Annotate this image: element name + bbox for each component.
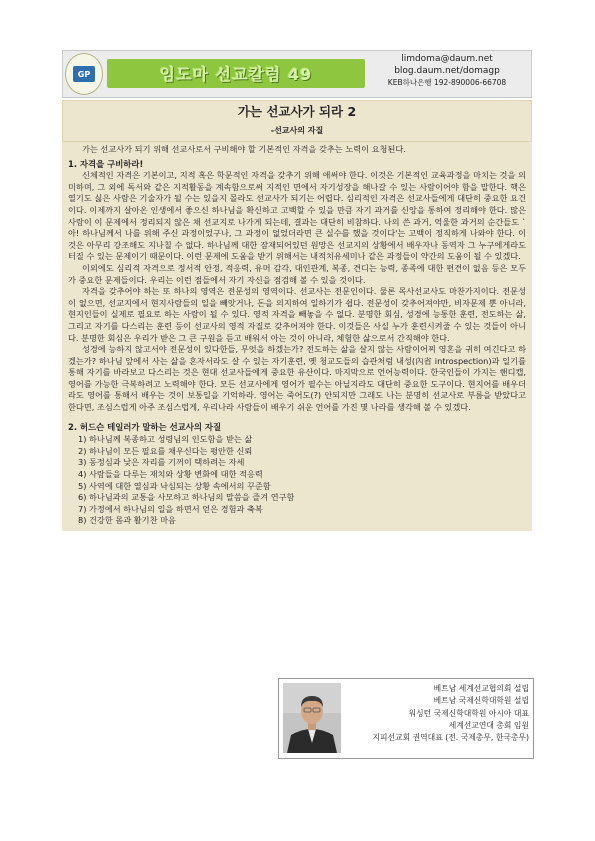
- qualities-list: [68, 434, 526, 527]
- author-photo: [283, 683, 341, 753]
- column-title: 임도마 선교칼럼 49: [159, 65, 313, 84]
- intro-paragraph: 가는 선교사가 되기 위해 선교사로서 구비해야 할 기본적인 자격을 갖추는 노력이 요청된다.: [82, 144, 406, 154]
- author-profile: [278, 678, 534, 759]
- list-item: 2) 하나님이 모든 필요를 채우신다는 평안한 신뢰: [78, 445, 253, 456]
- credential-line: 워싱턴 국제신학대학원 아시아 대표: [408, 708, 529, 718]
- blog-url: blog.daum.net/domagp: [394, 66, 500, 76]
- page: [62, 50, 532, 531]
- section1-paragraph: 성경에 능하지 않고서야 전문성이 있다한들, 무엇을 하겠는가? 전도하는 삶을 살지 않는 사람이어찌 영혼을 귀히 여긴다고 하겠는가? 하나님 앞에서 사는 삶을 혼자서라도 살 수 있는 자기훈련, 옛 청교도들의 습관처럼 내성(內省 introspection)과 일기를 통해 자기를 바라보고 다스리는 것은 현대 선교사들에게 중요한 유산이다. 마지막으로 언어능력이다. 한국인들이 가지는 핸디캡, 영어를 가능한 극복하려고 노력해야 한다. 모든 선교사에게 영어가 필수는 아닐지라도 대단히 중요한 도구이다. 현지어를 배우더라도 영어를 통해서 배우는 것이 보통일을 기억하라. 영어는 죽어도(?) 안되지만 그래도 나는 분명히 선교사로 부름을 받았다고 한다면, 조심스럽게 아주 조심스럽게, 우리나라 사람들이 배우기 쉬운 언어를 가진 몇 나라를 생각해 볼 수 있겠다.: [68, 344, 526, 413]
- logo-text: GP: [77, 69, 91, 79]
- email: limdoma@daum.net: [401, 54, 493, 64]
- contact-info: [367, 53, 527, 89]
- section2-heading: 2. 허드슨 테일러가 말하는 선교사의 자질: [68, 421, 222, 432]
- list-item: 4) 사람들을 다루는 재치와 상황 변화에 대한 적응력: [78, 469, 263, 480]
- article-title: 가는 선교사가 되라 2: [237, 104, 357, 119]
- gp-logo-mark: [73, 66, 95, 82]
- bank-account: KEB하나은행 192-890006-66708: [387, 78, 507, 87]
- article-subtitle: -선교사의 자질: [270, 126, 324, 135]
- list-item: 3) 동정심과 낮은 자리를 기꺼이 택하려는 자세: [78, 457, 245, 468]
- author-credentials: [345, 683, 529, 744]
- section1-heading: 1. 자격을 구비하라!: [68, 158, 144, 169]
- list-item: 6) 하나님과의 교통을 사모하고 하나님의 말씀을 즐겨 연구함: [78, 492, 295, 503]
- credential-line: 베트남 국제신학대학원 설립: [433, 696, 529, 706]
- list-item: 8) 건강한 몸과 활기찬 마음: [78, 515, 176, 526]
- list-item: 1) 하나님께 복종하고 성령님의 인도함을 받는 삶: [78, 434, 253, 445]
- column-header: [62, 50, 532, 98]
- list-item: 7) 가정에서 하나님의 일을 하면서 얻은 경험과 축복: [78, 503, 263, 514]
- section1-paragraph: 신체적인 자격은 기본이고, 지적 혹은 학문적인 자격을 갖추기 위해 애써야 한다. 이것은 기본적인 교육과정을 마치는 것을 의미하며, 그 외에 독서와 같은 지적활동을 계속함으로써 지적인 면에서 자기성장을 해나갈 수 있는 사람이어야 함을 말한다. 핵은 열기도 싫은 사람은 기술자가 될 수는 있을지 몰라도 선교사가 되기는 어렵다. 심리적인 자격은 선교사들에게 대단히 중요한 요건이다. 이제까지 살아온 인생에서 좋으신 하나님을 확신하고 고백할 수 있을 만큼 자기 과거를 신앙을 통하여 정리해야 한다. 많은 사람이 이 문제에서 정리되지 않은 채 선교지로 나가게 되는데, 결과는 대단히 비참하다. 나의 쓴 과거, 억울한 과거의 순간들도 `아! 하나님께서 나를 위해 주신 과정이었구나, 그 과정이 없었더라면 큰 실수를 했을 것이다'는 고백이 정직하게 나와야 한다. 이것은 아무리 강조해도 지나칠 수 없다. 하나님께 대한 잠재되어있던 원망은 선교지의 상황에서 배우자나 동역자 그 누구에게라도 터질 수 있는 문제이기 때문이다. 이런 문제에 도움을 받기 위해서는 내적치유세미나 같은 과정들이 약간의 도움이 될 수 있겠다.: [68, 170, 526, 262]
- article-body: [62, 142, 532, 531]
- list-item: 5) 사역에 대한 열심과 낙심되는 상황 속에서의 꾸준함: [78, 480, 271, 491]
- gp-logo: [65, 53, 103, 95]
- section1-paragraph: 자격을 갖추어야 하는 또 하나의 영역은 전문성의 영역이다. 선교사는 전문인이다. 물론 목사선교사도 마찬가지이다. 전문성이 없으면, 선교지에서 현지사람들의 일을 빼앗거나, 돈을 의지하여 일하기가 쉽다. 전문성이 갖추어져야만, 비자문제 뿐 아니라, 현지인들이 실제로 필요로 하는 사람이 될 수 있다. 영적 자격을 빼놓을 수 없다. 분명한 회심, 성경에 능통한 훈련, 전도하는 삶, 그리고 자기를 다스리는 훈련 등이 선교사의 영적 자질로 갖추어져야 한다. 이것들은 사실 누가 훈련시켜줄 수 있는 것들이 아니다. 분명한 회심은 우리가 받은 그 큰 구원을 듣고 배워서 아는 것이 아니라, 체험한 삶으로서 간직해야 한다.: [68, 286, 526, 343]
- title-band: [62, 100, 532, 142]
- section1-paragraph: 이외에도 심리적 자격으로 정서적 안정, 적응력, 유머 감각, 대인관계, 복종, 견디는 능력, 종족에 대한 편견이 없음 등은 모두가 중요한 문제들이다. 우리는 이런 점들에서 자기 자신을 점검해 볼 수 있을 것이다.: [68, 262, 526, 285]
- column-title-box: [107, 59, 365, 88]
- credential-line: 베트남 세계선교협의회 설립: [433, 684, 529, 693]
- credential-line: 지피선교회 권역대표 (전. 국제총무, 한국총무): [372, 733, 529, 743]
- credential-line: 세계선교연대 총회 임원: [448, 720, 529, 730]
